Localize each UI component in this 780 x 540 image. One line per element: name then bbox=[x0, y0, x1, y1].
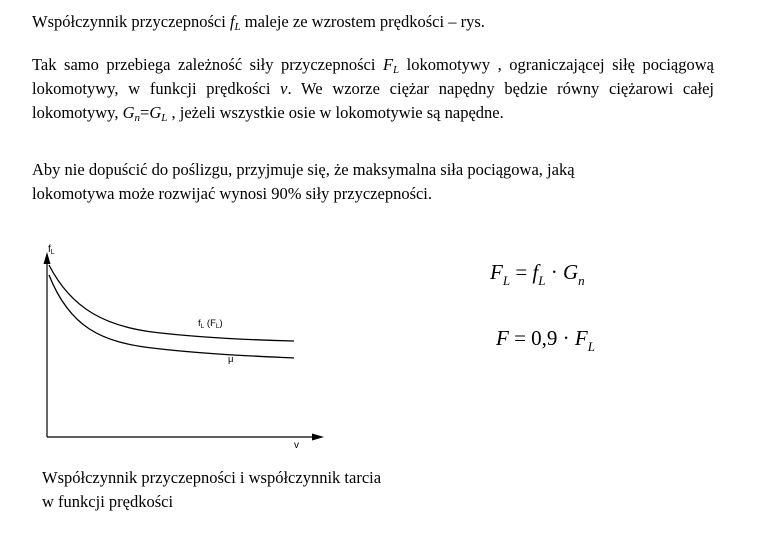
symbol-F: $F_L$ bbox=[382, 55, 400, 76]
figure-caption bbox=[42, 466, 472, 514]
paragraph-slip-limit bbox=[32, 158, 714, 206]
curve-friction-label: μ bbox=[228, 354, 234, 365]
paragraph-line: Aby nie dopuścić do poślizgu, przyjmuje się, że maksymalna siła pociągowa, jaką bbox=[32, 160, 575, 179]
formula-adhesion-force: $F_L = f_L \cdot G_n$ bbox=[490, 260, 585, 288]
curve-adhesion-label: $f_L$ $(F_L)$ bbox=[198, 318, 223, 330]
curve-friction bbox=[49, 275, 294, 358]
paragraph-line: lokomotywa może rozwijać wynosi 90% siły przyczepności. bbox=[32, 184, 433, 203]
text-span: Współczynnik przyczepności bbox=[32, 12, 230, 31]
caption-line: Współczynnik przyczepności i współczynnik tarcia bbox=[42, 468, 382, 487]
paragraph-adhesion-intro bbox=[32, 10, 714, 34]
symbol-f: $f_L$ bbox=[229, 12, 241, 33]
text-span: maleje ze wzrostem prędkości – rys. bbox=[240, 12, 485, 31]
x-axis-arrow bbox=[312, 434, 324, 441]
symbol-v: v bbox=[280, 79, 288, 98]
formula-traction-force: $F = 0,9 \cdot F_L$ bbox=[496, 326, 595, 354]
symbol-Gn: $G_n$ bbox=[122, 103, 141, 124]
x-axis-label: v bbox=[294, 440, 299, 451]
symbol-GL: $G_L$ bbox=[149, 103, 168, 124]
paragraph-adhesion-force: Tak samo przebiega zależność siły przyczepności $F_L$ lokomotywy , ograniczającej siłę pociągową lokomotywy, w funkcji prędkości v. We wzorze ciężar napędny będzie równy ciężarowi całej lokomotywy, $G_n=G_L$ , jeżeli wszystkie osie w lokomotywie są napędne. bbox=[32, 55, 715, 124]
caption-line: w funkcji prędkości bbox=[42, 492, 174, 511]
curve-adhesion bbox=[49, 265, 294, 341]
adhesion-friction-diagram bbox=[22, 228, 332, 453]
y-axis-label: $f_L$ bbox=[48, 244, 55, 256]
